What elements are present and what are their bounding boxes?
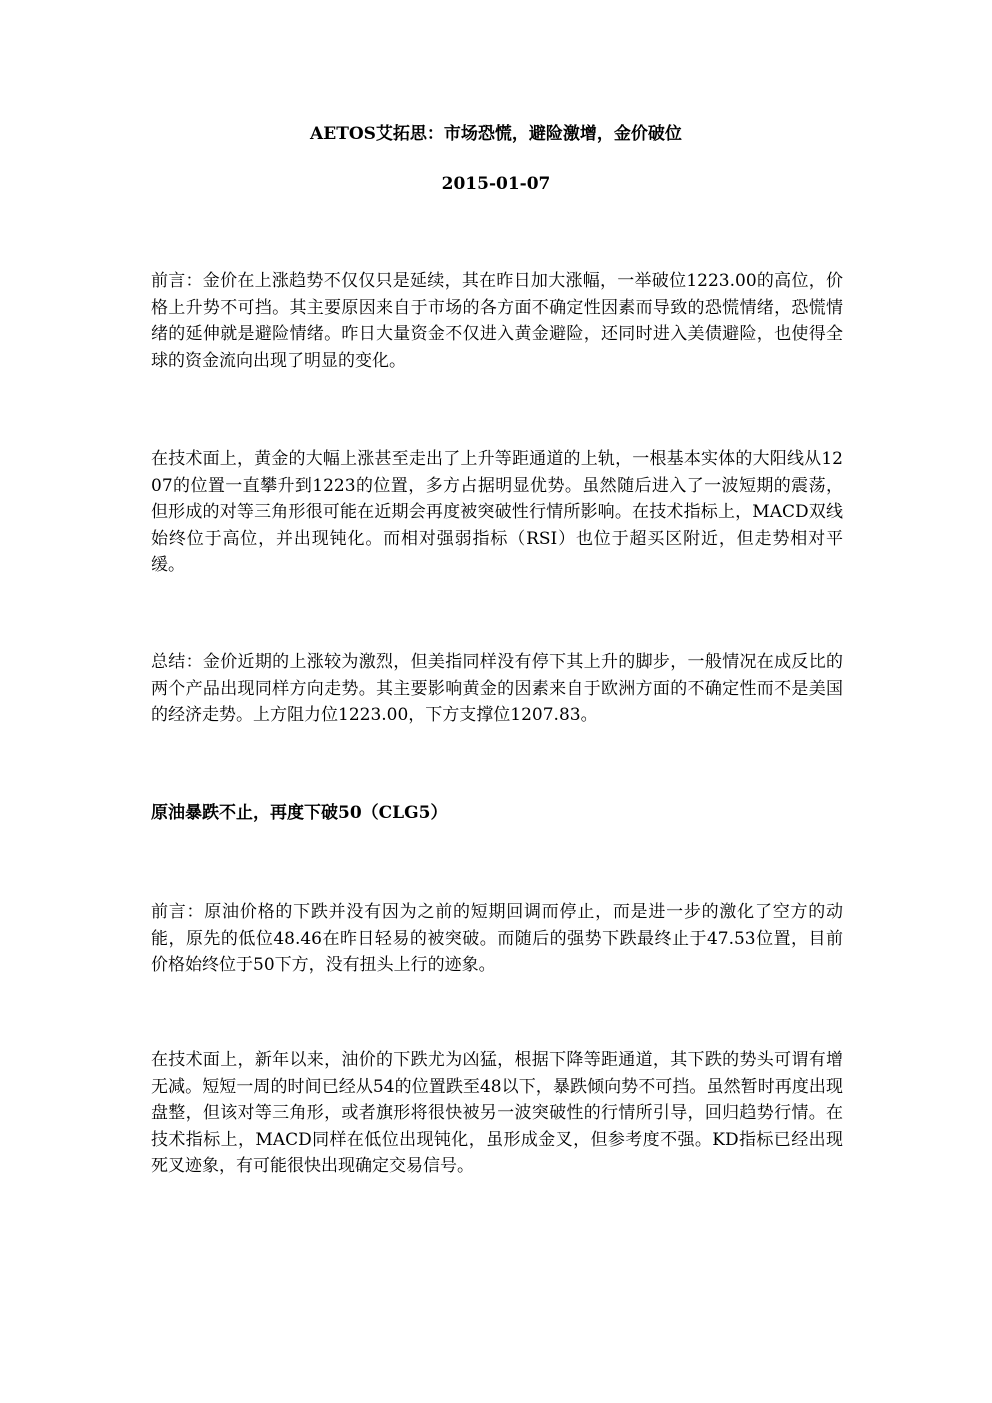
document-title: AETOS艾拓思：市场恐慌，避险激增，金价破位 bbox=[310, 124, 682, 144]
oil-section-heading: 原油暴跌不止，再度下破50（CLG5） bbox=[151, 803, 448, 823]
gold-summary-paragraph: 总结：金价近期的上涨较为激烈，但美指同样没有停下其上升的脚步，一般情况在成反比的两个产品出现同样方向走势。其主要影响黄金的因素来自于欧洲方面的不确定性而不是美国的经济走势。上方阻力位1223.00，下方支撑位1207.83。 bbox=[151, 652, 843, 725]
oil-technical-paragraph: 在技术面上，新年以来，油价的下跌尤为凶猛，根据下降等距通道，其下跌的势头可谓有增无减。短短一周的时间已经从54的位置跌至48以下，暴跌倾向势不可挡。虽然暂时再度出现盘整，但该对等三角形，或者旗形将很快被另一波突破性的行情所引导，回归趋势行情。在技术指标上，MACD同样在低位出现钝化，虽形成金叉，但参考度不强。KD指标已经出现死叉迹象，有可能很快出现确定交易信号。 bbox=[151, 1050, 843, 1176]
document-date: 2015-01-07 bbox=[441, 174, 551, 194]
gold-technical-paragraph: 在技术面上，黄金的大幅上涨甚至走出了上升等距通道的上轨，一根基本实体的大阳线从1207的位置一直攀升到1223的位置，多方占据明显优势。虽然随后进入了一波短期的震荡，但形成的对等三角形很可能在近期会再度被突破性行情所影响。在技术指标上，MACD双线始终位于高位，并出现钝化。而相对强弱指标（RSI）也位于超买区附近，但走势相对平缓。 bbox=[151, 449, 843, 575]
gold-intro-paragraph: 前言：金价在上涨趋势不仅仅只是延续，其在昨日加大涨幅，一举破位1223.00的高位，价格上升势不可挡。其主要原因来自于市场的各方面不确定性因素而导致的恐慌情绪，恐慌情绪的延伸就是避险情绪。昨日大量资金不仅进入黄金避险，还同时进入美债避险，也使得全球的资金流向出现了明显的变化。 bbox=[151, 271, 843, 371]
oil-intro-paragraph: 前言：原油价格的下跌并没有因为之前的短期回调而停止，而是进一步的激化了空方的动能，原先的低位48.46在昨日轻易的被突破。而随后的强势下跌最终止于47.53位置，目前价格始终位于50下方，没有扭头上行的迹象。 bbox=[151, 902, 843, 975]
